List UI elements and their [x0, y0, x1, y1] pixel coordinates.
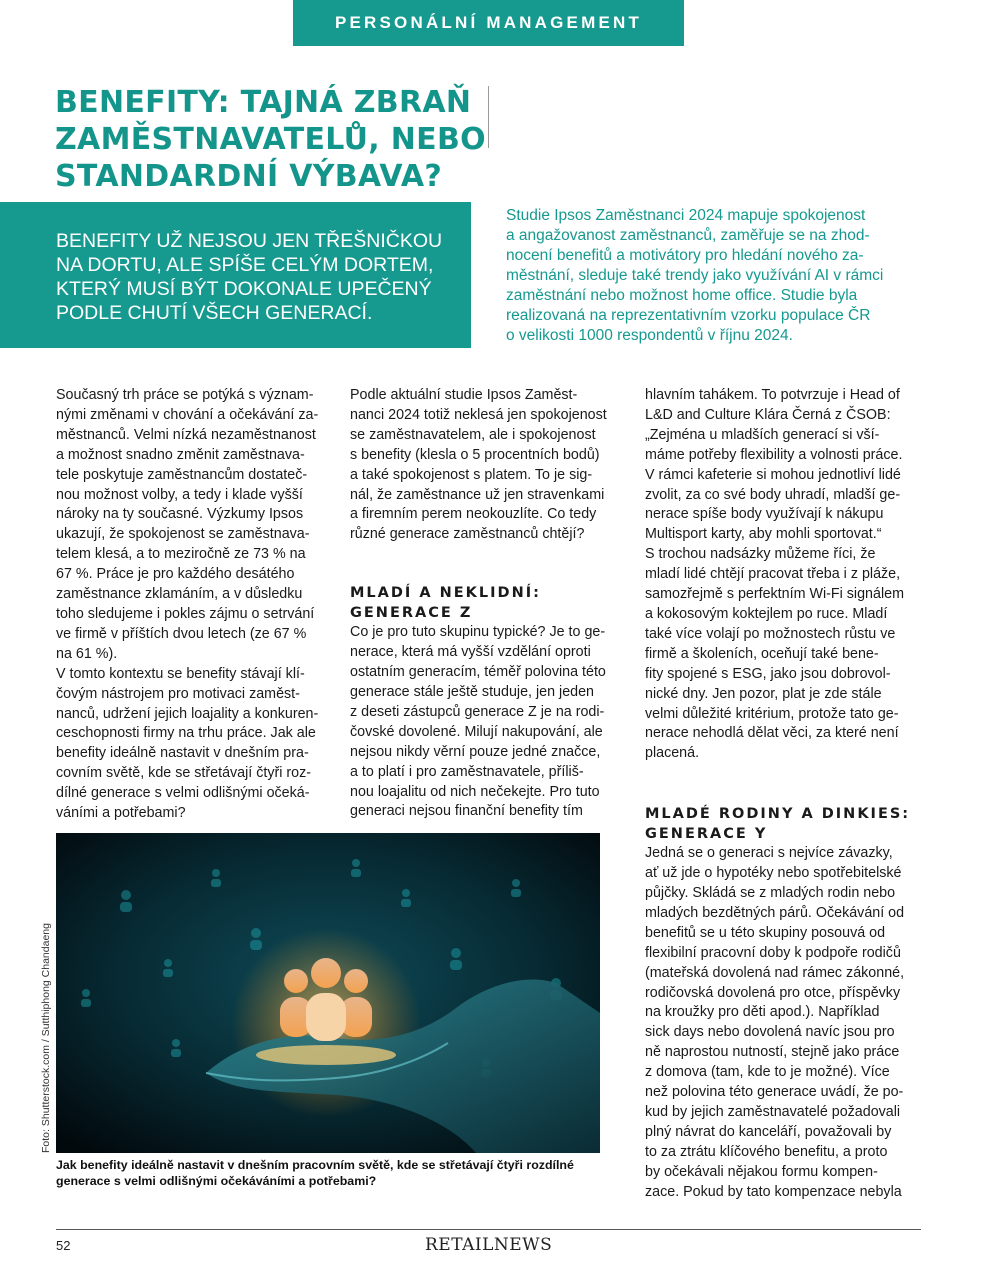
text-line: a možnost snadno změnit zaměstnava- [56, 446, 305, 463]
publication-logo: RETAILNEWS [425, 1235, 553, 1255]
text-line: ve firmě v příštích dvou letech (ze 67 % [56, 625, 307, 642]
intro-paragraph [506, 206, 916, 346]
text-line: S trochou nadsázky můžeme říci, že [645, 546, 876, 563]
intro-line: realizovaná na reprezentativním vzorku populace ČR [506, 307, 871, 324]
headline [55, 84, 495, 195]
text-line: placená. [645, 745, 700, 762]
text-line: nerace nehodlá dělat věci, za které není [645, 725, 899, 742]
text-line: a firemním perem neokouzlíte. Co tedy [350, 506, 597, 523]
intro-line: Studie Ipsos Zaměstnanci 2024 mapuje spokojenost [506, 207, 866, 224]
lead-text [56, 229, 456, 325]
lead-line: NA DORTU, ALE SPÍŠE CELÝM DORTEM, [56, 254, 434, 276]
body-paragraph [645, 386, 921, 764]
text-line: s benefity (klesla o 5 procentních bodů) [350, 446, 600, 463]
text-line: zvolit, za co své body uhradí, mladší ge- [645, 486, 901, 503]
text-line: ostatním generacím, téměř polovina této [350, 664, 606, 681]
text-line: z domova (tam, kde to je možné). Více [645, 1064, 890, 1081]
headline-divider [488, 86, 489, 148]
intro-line: městnání, sleduje také trendy jako využívání AI v rámci [506, 267, 884, 284]
text-line: V tomto kontextu se benefity stávají klí- [56, 665, 305, 682]
text-line: toho sledujeme i pokles zájmu o setrvání [56, 605, 315, 622]
text-line: (mateřská dovolená nad rámec zákonné, [645, 964, 905, 981]
text-line: zaměstnance zklamáním, a v důsledku [56, 586, 303, 603]
intro-line: zaměstnání nebo možnost home office. Studie byla [506, 287, 858, 304]
text-line: nické dny. Jen pozor, plat je zde stále [645, 685, 882, 702]
text-line: také více volají po možnostech růstu ve [645, 625, 896, 642]
headline-line: BENEFITY: TAJNÁ ZBRAŇ [55, 85, 472, 120]
footer-divider [56, 1229, 921, 1230]
text-line: Co je pro tuto skupinu typické? Je to ge- [350, 624, 606, 641]
text-line: plný návrat do kanceláří, považovali by [645, 1123, 892, 1140]
lead-line: BENEFITY UŽ NEJSOU JEN TŘEŠNIČKOU [56, 230, 443, 252]
text-line: a kokosovým koktejlem po ruce. Mladí [645, 605, 888, 622]
text-line: nými změnami v chování a očekávání za- [56, 406, 319, 423]
text-line: generace stále ještě studuje, jen jeden [350, 683, 595, 700]
text-line: rodičovská dovolená pro otce, příspěvky [645, 984, 901, 1001]
section-label: PERSONÁLNÍ MANAGEMENT [293, 0, 684, 46]
body-paragraph [350, 386, 622, 545]
text-line: nanců, udržení jejich loajality a konkuren- [56, 705, 319, 722]
text-line: různé generace zaměstnanců chtějí? [350, 526, 585, 543]
text-line: L&D and Culture Klára Černá z ČSOB: [645, 406, 891, 423]
text-line: benefity ideálně nastavit v dnešním pra- [56, 745, 309, 762]
intro-line: a angažovanost zaměstnanců, zaměřuje se na zhod- [506, 227, 870, 244]
text-line: nejsou nikdy věrní pouze jedné značce, [350, 743, 601, 760]
subheading-line: MLADÍ A NEKLIDNÍ: [350, 585, 541, 602]
headline-line: STANDARDNÍ VÝBAVA? [55, 159, 443, 194]
subheading-line: GENERACE Y [645, 826, 768, 843]
caption-line: generace s velmi odlišnými očekáváními a potřebami? [56, 1174, 377, 1188]
text-line: ceschopnosti firmy na trhu práce. Jak ale [56, 725, 316, 742]
text-line: a to platí i pro zaměstnavatele, příliš- [350, 763, 584, 780]
text-line: z deseti zástupců generace Z je na rodi- [350, 703, 605, 720]
text-line: čovské dovolené. Milují nakupování, ale [350, 723, 603, 740]
text-line: sick days nebo dovolená navíc jsou pro [645, 1024, 895, 1041]
text-line: mladých bezdětných párů. Očekávání od [645, 904, 905, 921]
text-line: na 61 %). [56, 645, 118, 662]
headline-line: ZAMĚSTNAVATELŮ, NEBO [55, 122, 486, 157]
text-line: ať už jde o hypotéky nebo spotřebitelské [645, 865, 902, 882]
text-line: půjčky. Skládá se z mladých rodin nebo [645, 885, 896, 902]
intro-line: o velikosti 1000 respondentů v říjnu 2024. [506, 327, 793, 344]
body-paragraph [56, 665, 328, 824]
text-line: nerace, která má vyšší vzdělání oproti [350, 644, 591, 661]
text-line: „Zejména u mladších generací si vší- [645, 426, 880, 443]
text-line: se zaměstnavatelem, ale i spokojenost [350, 426, 596, 443]
text-line: covním světě, kde se střetávají čtyři roz- [56, 765, 312, 782]
text-line: městnanců. Velmi nízká nezaměstnanost [56, 426, 316, 443]
text-line: nál, že zaměstnance už jen stravenkami [350, 486, 605, 503]
text-line: V rámci kafeterie si mohou jednotliví lidé [645, 466, 901, 483]
text-line: flexibilní pracovní doby k podpoře rodičů [645, 944, 901, 961]
text-line: fity spojené s ESG, jako jsou dobrovol- [645, 665, 891, 682]
text-line: máme potřeby flexibility a volnosti práce. [645, 446, 903, 463]
text-line: ukazují, že spokojenost se zaměstnava- [56, 526, 310, 543]
text-line: váními a potřebami? [56, 805, 186, 822]
page-number: 52 [56, 1238, 71, 1253]
article-column-2 [350, 386, 622, 822]
subheading-generation-z [350, 583, 622, 623]
text-line: nanci 2024 totiž neklesá jen spokojenost [350, 406, 607, 423]
caption-line: Jak benefity ideálně nastavit v dnešním pracovním světě, kde se střetávají čtyři rozdílné [56, 1158, 574, 1172]
text-line: ně naprostou nutností, stejně jako práce [645, 1044, 900, 1061]
intro-line: nocení benefitů a motivátory pro hledání nového za- [506, 247, 864, 264]
photo-credit-text: Foto: Shutterstock.com / Sutthiphong Chandaeng [40, 923, 52, 1153]
text-line: čovým nástrojem pro motivaci zaměst- [56, 685, 300, 702]
text-line: zace. Pokud by tato kompenzace nebyla [645, 1183, 902, 1200]
text-line: dílné generace s velmi odlišnými očeká- [56, 785, 310, 802]
subheading-line: MLADÉ RODINY A DINKIES: [645, 806, 911, 823]
text-line: tele poskytuje zaměstnancům dostateč- [56, 466, 308, 483]
text-line: 67 %. Práce je pro každého desátého [56, 566, 295, 583]
text-line: generaci nejsou finanční benefity tím [350, 803, 583, 820]
hand-with-people-icon [56, 833, 600, 1153]
text-line: nerace spíše body využívají k nákupu [645, 506, 884, 523]
article-column-1 [56, 386, 328, 824]
text-line: hlavním tahákem. To potvrzuje i Head of [645, 387, 900, 403]
lead-line: KTERÝ MUSÍ BÝT DOKONALE UPEČENÝ [56, 278, 432, 300]
subheading-generation-y [645, 804, 921, 844]
text-line: nároky na ty současné. Výzkumy Ipsos [56, 506, 304, 523]
text-line: velmi důležité kritérium, protože tato ge- [645, 705, 899, 722]
lead-line: PODLE CHUTÍ VŠECH GENERACÍ. [56, 302, 373, 324]
text-line: Jedná se o generaci s nejvíce závazky, [645, 845, 893, 862]
text-line: nou možnost volby, a tedy i klade vyšší [56, 486, 303, 503]
subheading-line: GENERACE Z [350, 605, 473, 622]
text-line: Multisport karty, aby mohli sportovat.“ [645, 526, 882, 543]
text-line: Podle aktuální studie Ipsos Zaměst- [350, 387, 578, 403]
body-paragraph [350, 623, 622, 822]
text-line: by očekávali nějakou formu kompen- [645, 1163, 878, 1180]
text-line: na kroužky pro děti apod.). Například [645, 1004, 880, 1021]
article-column-3 [645, 386, 921, 1203]
text-line: samozřejmě s perfektním Wi-Fi signálem [645, 586, 904, 603]
text-line: benefitů se u této skupiny posouvá od [645, 924, 886, 941]
text-line: nou loajalitu od nich nečekejte. Pro tuto [350, 783, 600, 800]
article-photo [56, 833, 600, 1153]
text-line: Současný trh práce se potýká s význam- [56, 387, 314, 403]
photo-caption [56, 1157, 616, 1189]
text-line: než polovina této generace uvádí, že po- [645, 1084, 904, 1101]
text-line: firmě a školeních, oceňují také bene- [645, 645, 879, 662]
text-line: to za ztrátu klíčového benefitu, a proto [645, 1143, 888, 1160]
text-line: a také spokojenost s platem. To je sig- [350, 466, 593, 483]
text-line: kud by jejich zaměstnavatelé požadovali [645, 1104, 901, 1120]
text-line: mladí lidé chtějí pracovat třeba i z pláže, [645, 566, 901, 583]
text-line: telem klesá, a to meziročně ze 73 % na [56, 546, 306, 563]
body-paragraph [56, 386, 328, 665]
body-paragraph [645, 844, 921, 1202]
